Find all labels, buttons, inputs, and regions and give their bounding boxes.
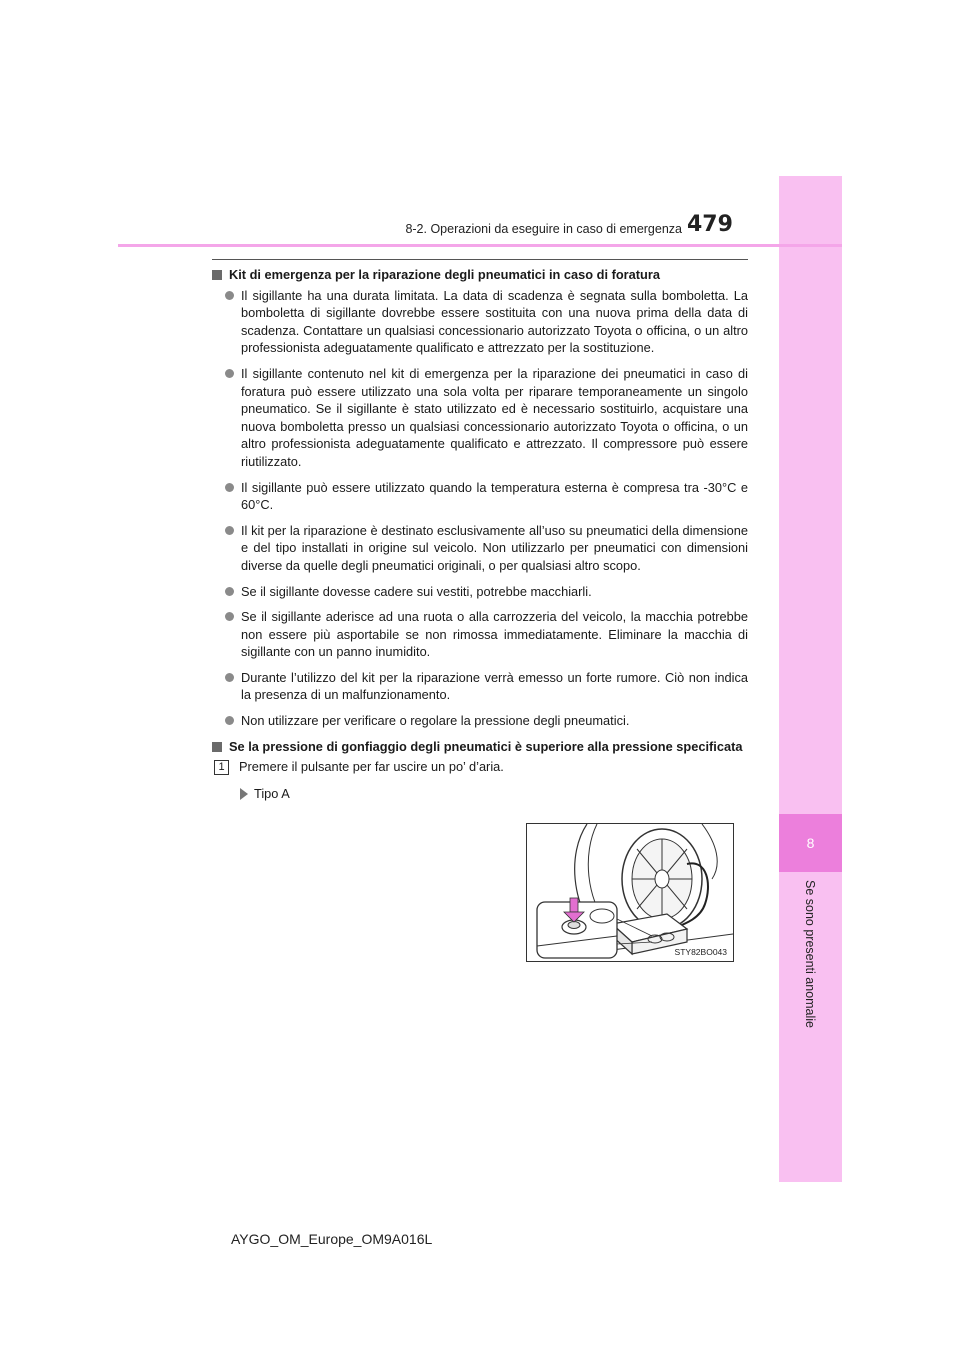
list-item-text: Non utilizzare per verificare o regolare la pressione degli pneumatici.: [241, 713, 630, 729]
page-number: 479: [687, 212, 733, 237]
list-item-text: Se il sigillante dovesse cadere sui vestiti, potrebbe macchiarli.: [241, 583, 592, 599]
triangle-arrow-icon: [240, 788, 248, 800]
chapter-title-vertical: Se sono presenti anomalie: [803, 880, 817, 1029]
list-item-text: Se il sigillante aderisce ad una ruota o alla carrozzeria del veicolo, la macchia potrebbe non essere più asportabile se non rimossa immediatamente. Eliminare la macchia di sigillante con un panno inumidito.: [241, 609, 748, 660]
figure-code: STY82BO043: [674, 947, 727, 957]
square-bullet-icon: [212, 742, 222, 752]
list-item-text: Il sigillante ha una durata limitata. La data di scadenza è segnata sulla bomboletta. La bomboletta di sigillante dovrebbe essere sostituita con una nuova prima della data di scadenza. Contattare un qualsiasi concessionario autorizzato Toyota o officina, o un altro professionista adeguatamente qualificato e attrezzato per la sostituzione.: [241, 287, 748, 356]
list-item-text: Durante l’utilizzo del kit per la riparazione verrà emesso un forte rumore. Ciò non indica la presenza di un malfunzionamento.: [241, 669, 748, 703]
step-text: Premere il pulsante per far uscire un po’ d’aria.: [239, 759, 504, 775]
list-item: [225, 583, 748, 601]
round-bullet-icon: [225, 369, 234, 378]
list-item-text: Il sigillante può essere utilizzato quando la temperatura esterna è compresa tra -30°C e 60°C.: [241, 479, 748, 513]
section-heading-text: Se la pressione di gonfiaggio degli pneumatici è superiore alla pressione specificata: [229, 738, 743, 754]
round-bullet-icon: [225, 612, 234, 621]
section-header: 8-2. Operazioni da eseguire in caso di emergenza: [405, 222, 682, 236]
list-item: [225, 712, 748, 730]
list-item: [225, 287, 748, 357]
round-bullet-icon: [225, 673, 234, 682]
subtype-label: [240, 785, 748, 803]
step-number-box: 1: [214, 760, 229, 775]
square-bullet-icon: [212, 270, 222, 280]
content-rule: [212, 259, 748, 260]
list-item: [225, 365, 748, 471]
round-bullet-icon: [225, 587, 234, 596]
list-item: [225, 608, 748, 661]
list-item: [225, 669, 748, 704]
page-content: [212, 266, 748, 802]
list-item: [225, 479, 748, 514]
round-bullet-icon: [225, 291, 234, 300]
section-heading: [212, 738, 748, 756]
subtype-text: Tipo A: [254, 785, 290, 801]
tire-repair-kit-illustration: [526, 823, 734, 962]
round-bullet-icon: [225, 526, 234, 535]
tire-repair-kit-drawing: [527, 824, 733, 961]
list-item-text: Il kit per la riparazione è destinato esclusivamente all’uso su pneumatici della dimensione e del tipo installati in origine sul veicolo. Non utilizzarlo per pneumatici con dimensioni diverse da quelle degli pneumatici originali, o per qualsiasi altro scopo.: [241, 522, 748, 573]
round-bullet-icon: [225, 483, 234, 492]
header-divider: [118, 244, 842, 247]
list-item: [225, 522, 748, 575]
section-heading: [212, 266, 748, 284]
document-id: AYGO_OM_Europe_OM9A016L: [231, 1231, 433, 1247]
section-heading-text: Kit di emergenza per la riparazione degli pneumatici in caso di foratura: [229, 267, 660, 282]
list-item-text: Il sigillante contenuto nel kit di emergenza per la riparazione dei pneumatici in caso di foratura può essere utilizzato una sola volta per riparare temporaneamente un singolo pneumatico. Se il sigillante è stato utilizzato ed è necessario sostituirlo, acquistare una nuova bomboletta presso un qualsiasi concessionario autorizzato Toyota o officina, o un altro professionista adeguatamente qualificato e attrezzato. Il compressore può essere riutilizzato.: [241, 365, 748, 469]
step-item: [214, 758, 748, 776]
chapter-number-tab: 8: [779, 814, 842, 872]
round-bullet-icon: [225, 716, 234, 725]
